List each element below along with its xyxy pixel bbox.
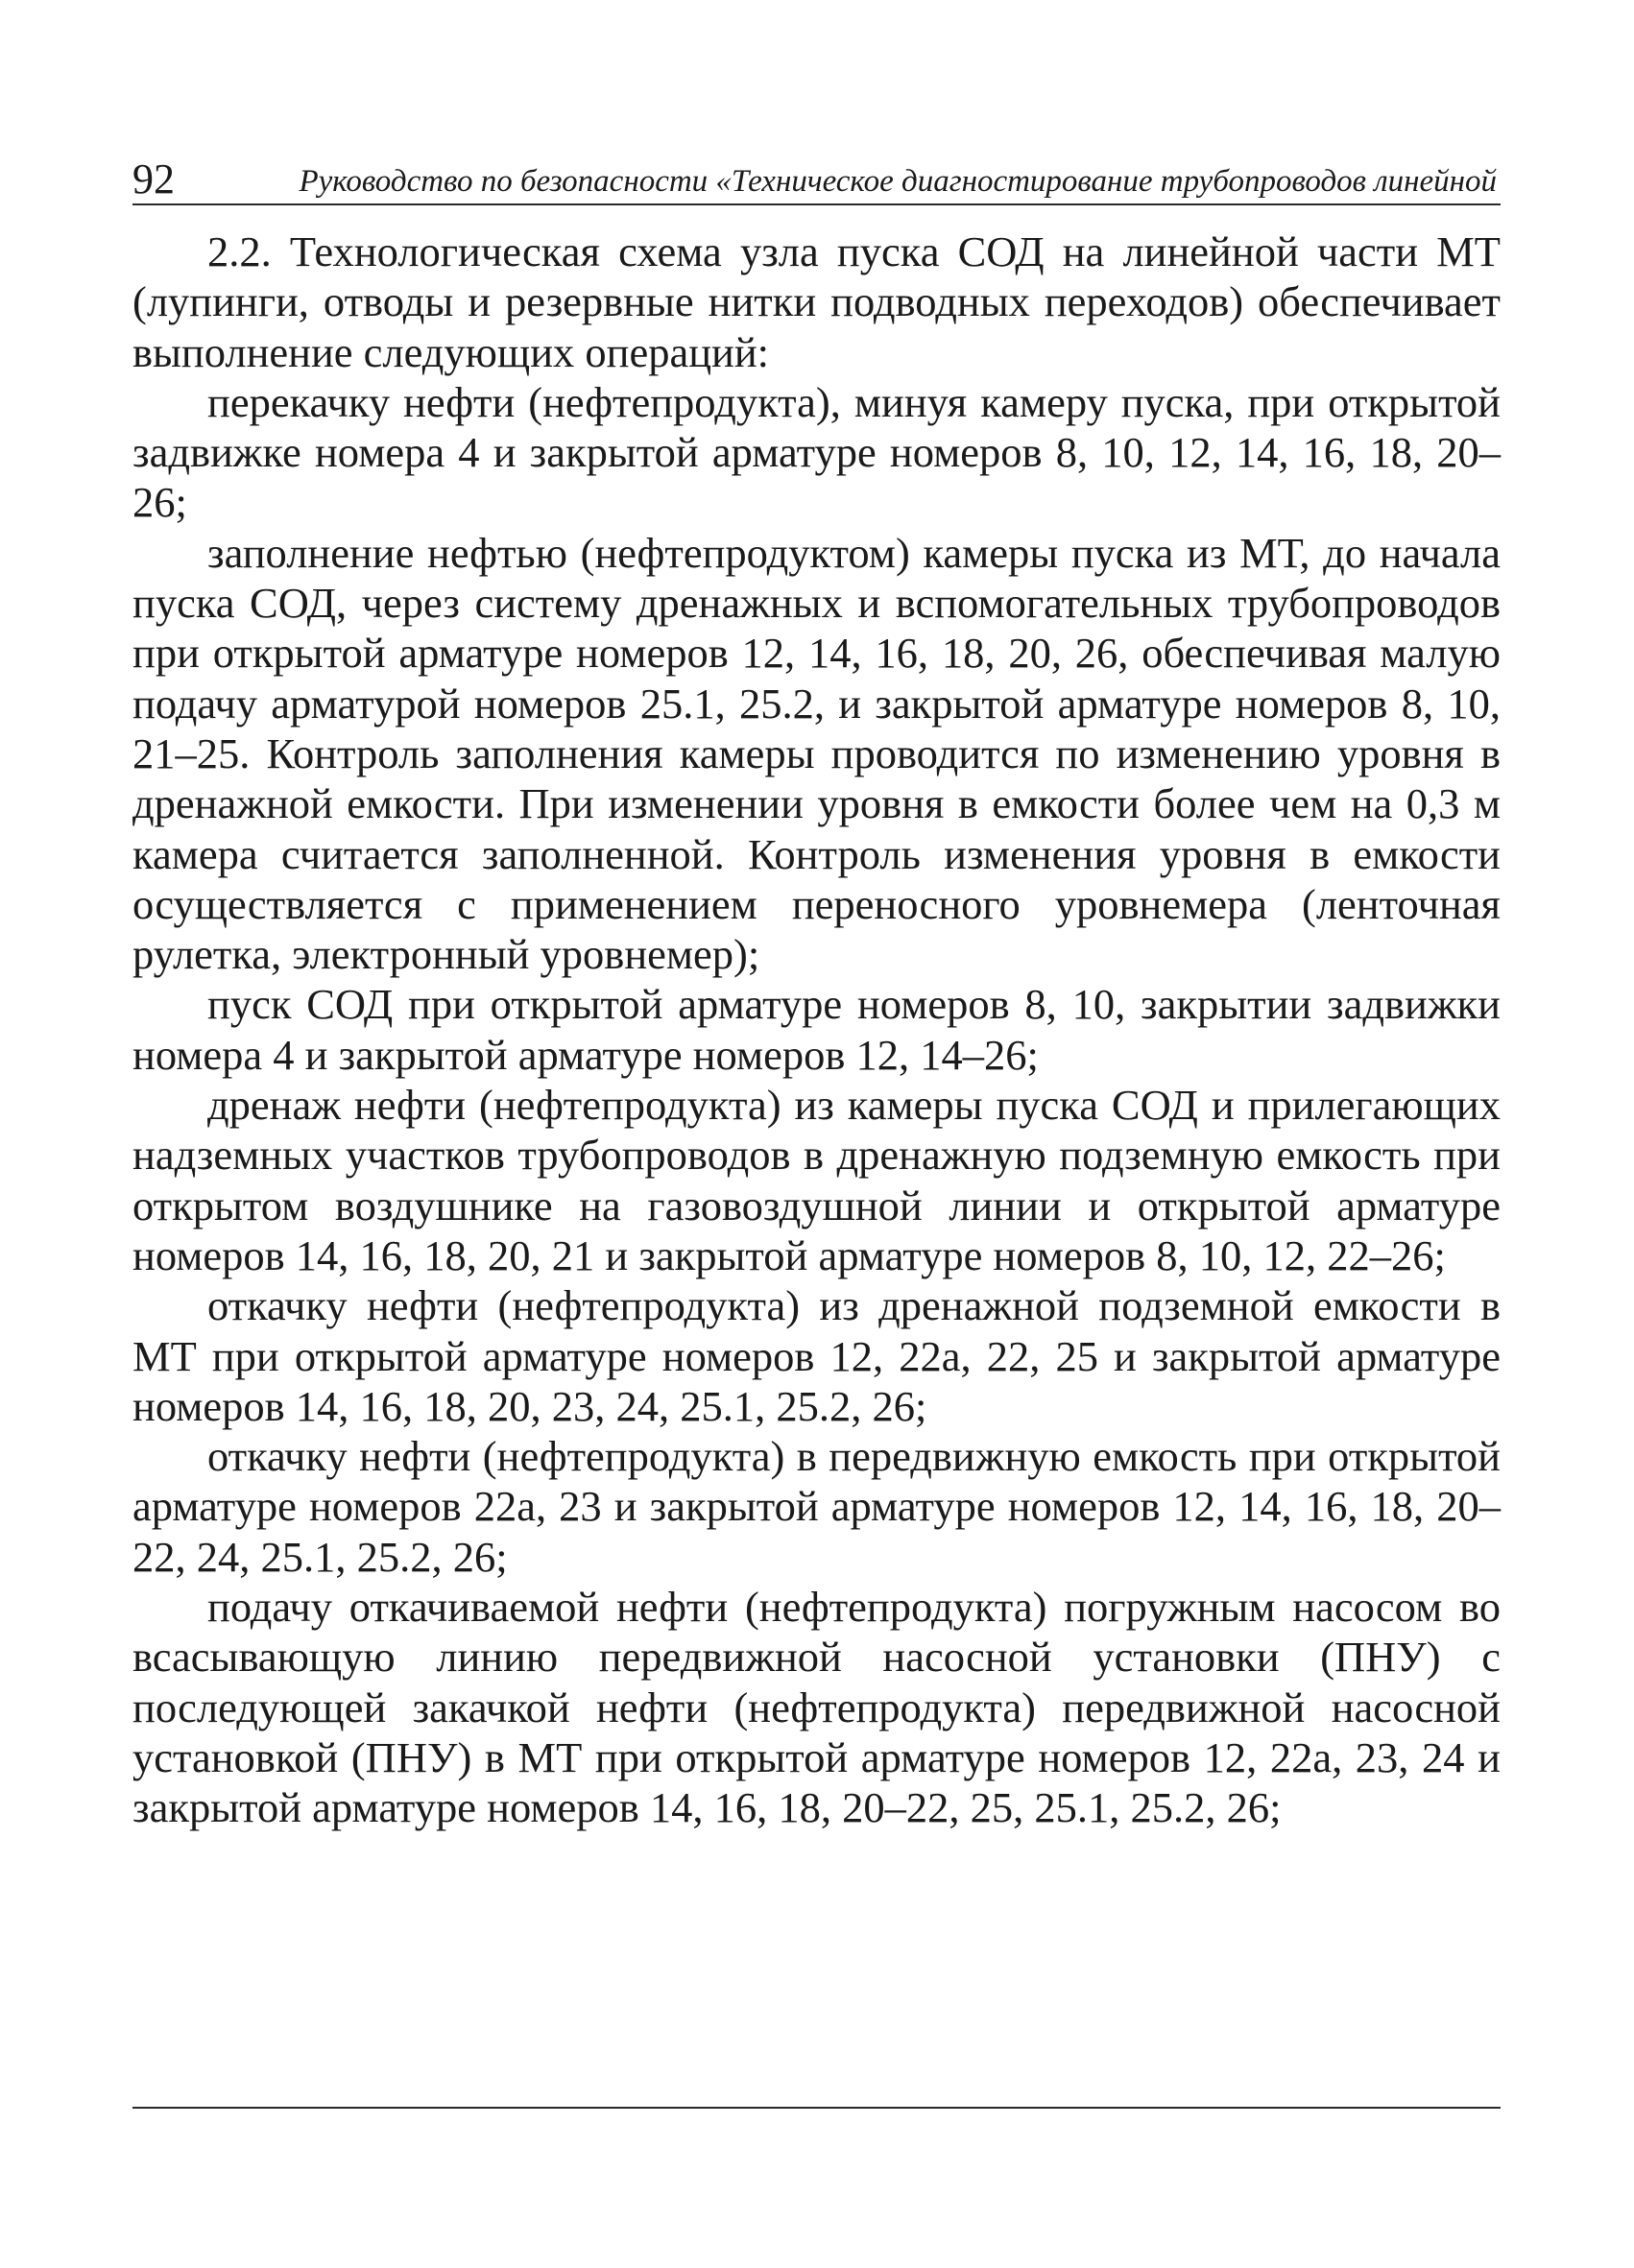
paragraph-pumping-bypass: перекачку нефти (нефтепродукта), минуя камеру пуска, при открытой задвижке номера 4 и закрытой арматуре номеров 8, 10, 12, 14, 16, 18, 20–26; bbox=[132, 377, 1501, 527]
page-number: 92 bbox=[132, 155, 175, 203]
paragraph-pump-out-to-mt: откачку нефти (нефтепродукта) из дренажной подземной емкости в МТ при открытой арматуре номеров 12, 22а, 22, 25 и закрытой арматуре номеров 14, 16, 18, 20, 23, 24, 25.1, 25.2, 26; bbox=[132, 1281, 1501, 1430]
bottom-rule bbox=[132, 2107, 1501, 2109]
paragraph-launch: пуск СОД при открытой арматуре номеров 8, 10, закрытии задвижки номера 4 и закрытой арматуре номеров 12, 14–26; bbox=[132, 980, 1501, 1079]
paragraph-pump-out-to-mobile-tank: откачку нефти (нефтепродукта) в передвижную емкость при открытой арматуре номеров 22а, 23 и закрытой арматуре номеров 12, 14, 16, 18, 20–22, 24, 25.1, 25.2, 26; bbox=[132, 1432, 1501, 1581]
paragraph-2-2-intro: 2.2. Технологическая схема узла пуска СОД на линейной части МТ (лупинги, отводы и резервные нитки подводных переходов) обеспечивает выполнение следующих операций: bbox=[132, 227, 1501, 376]
paragraph-drainage: дренаж нефти (нефтепродукта) из камеры пуска СОД и прилегающих надземных участков трубопроводов в дренажную подземную емкость при открытом воздушнике на газовоздушной линии и открытой арматуре номеров 14, 16, 18, 20, 21 и закрытой арматуре номеров 8, 10, 12, 22–26; bbox=[132, 1081, 1501, 1279]
paragraph-chamber-filling: заполнение нефтью (нефтепродуктом) камеры пуска из МТ, до начала пуска СОД, через систему дренажных и вспомогательных трубопроводов при открытой арматуре номеров 12, 14, 16, 18, 20, 26, обеспечивая малую подачу арматурой номеров 25.1, 25.2, и закрытой арматуре номеров 8, 10, 21–25. Контроль заполнения камеры проводится по изменению уровня в дренажной емкости. При изменении уровня в емкости более чем на 0,3 м камера считается заполненной. Контроль изменения уровня в емкости осуществляется с применением переносного уровнемера (ленточная рулетка, электронный уровнемер); bbox=[132, 528, 1501, 979]
body-text bbox=[132, 227, 1501, 1833]
paragraph-submersible-pump-feed: подачу откачиваемой нефти (нефтепродукта) погружным насосом во всасывающую линию передвижной насосной установки (ПНУ) с последующей закачкой нефти (нефтепродукта) передвижной насосной установкой (ПНУ) в МТ при открытой арматуре номеров 12, 22а, 23, 24 и закрытой арматуре номеров 14, 16, 18, 20–22, 25, 25.1, 25.2, 26; bbox=[132, 1583, 1501, 1832]
running-header bbox=[132, 146, 1501, 205]
running-header-title: Руководство по безопасности «Техническое диагностирование трубопроводов линейной bbox=[299, 164, 1497, 199]
